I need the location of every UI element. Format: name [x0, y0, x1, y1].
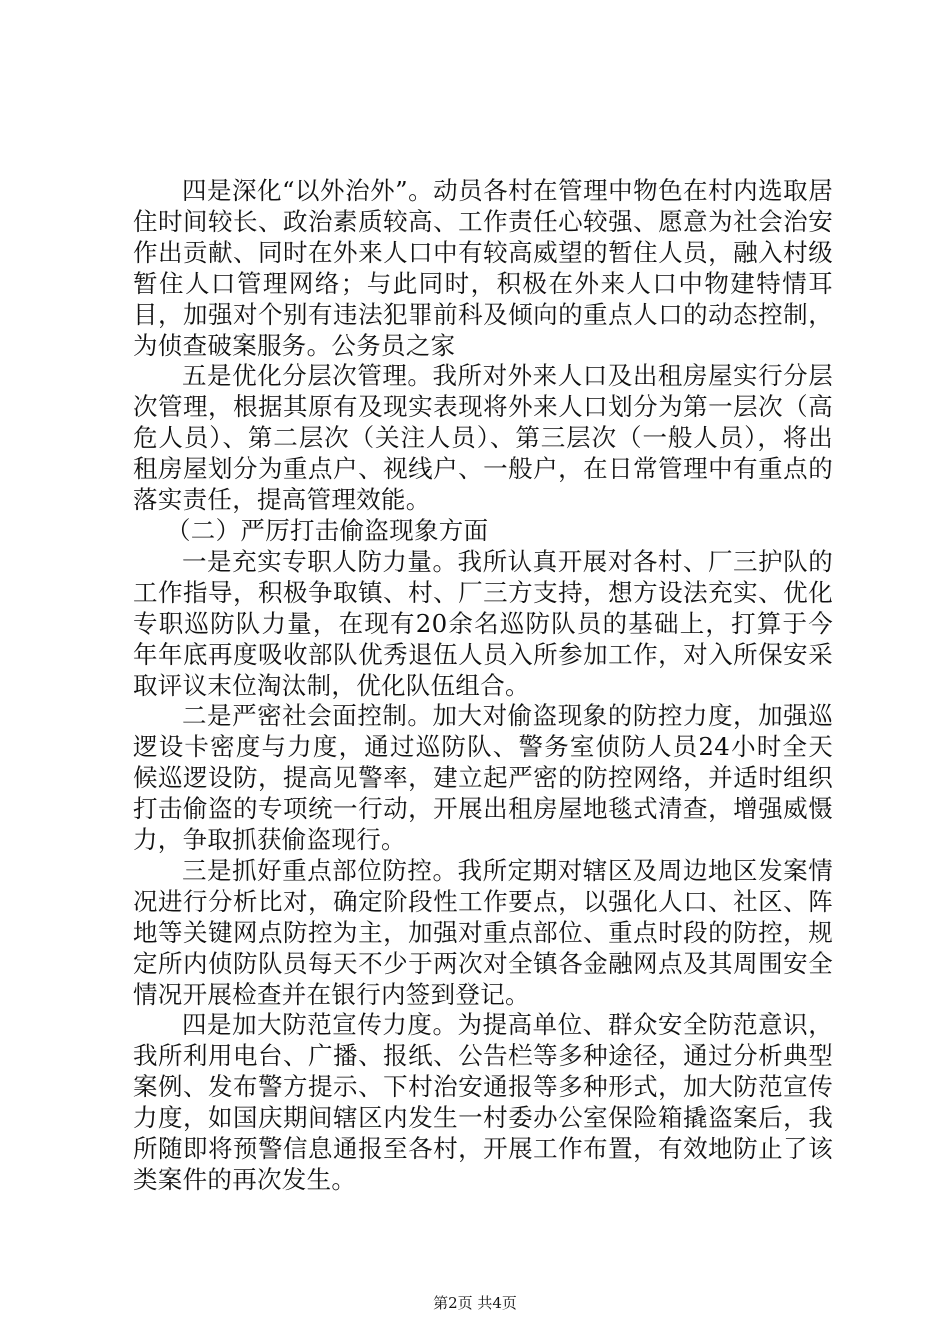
- paragraph-social-control: 二是严密社会面控制。加大对偷盗现象的防控力度，加强巡逻设卡密度与力度，通过巡防队、警务室侦防人员24小时全天候巡逻设防，提高见警率，建立起严密的防控网络，并适时组织打击偷盗的专项统一行动，开展出租房屋地毯式清查，增强威慑力，争取抓获偷盗现行。: [133, 701, 833, 855]
- section-heading-crack-down-theft: （二）严厉打击偷盗现象方面: [166, 515, 489, 545]
- paragraph-prevention-publicity: 四是加大防范宣传力度。为提高单位、群众安全防范意识，我所利用电台、广播、报纸、公告栏等多种途径，通过分析典型案例、发布警方提示、下村治安通报等多种形式，加大防范宣传力度，如国庆期间辖区内发生一村委办公室保险箱撬盗案后，我所随即将预警信息通报至各村，开展工作布置，有效地防止了该类案件的再次发生。: [133, 1010, 833, 1194]
- document-body: [133, 176, 833, 1196]
- paragraph-patrol-force: 一是充实专职人防力量。我所认真开展对各村、厂三护队的工作指导，积极争取镇、村、厂三方支持，想方设法充实、优化专职巡防队力量，在现有20余名巡防队员的基础上，打算于今年年底再度吸收部队优秀退伍人员入所参加工作，对入所保安采取评议末位淘汰制，优化队伍组合。: [133, 546, 833, 700]
- paragraph-layered-management: 五是优化分层次管理。我所对外来人口及出租房屋实行分层次管理，根据其原有及现实表现将外来人口划分为第一层次（高危人员）、第二层次（关注人员）、第三层次（一般人员），将出租房屋划分为重点户、视线户、一般户，在日常管理中有重点的落实责任，提高管理效能。: [133, 361, 833, 515]
- paragraph-deepen-outsider-management: 四是深化“以外治外”。动员各村在管理中物色在村内选取居住时间较长、政治素质较高、工作责任心较强、愿意为社会治安作出贡献、同时在外来人口中有较高威望的暂住人员，融入村级暂住人口管理网络；与此同时，积极在外来人口中物建特情耳目，加强对个别有违法犯罪前科及倾向的重点人口的动态控制，为侦查破案服务。公务员之家: [133, 176, 833, 360]
- page-footer: 第2页 共4页: [433, 1294, 517, 1312]
- paragraph-key-area-control: 三是抓好重点部位防控。我所定期对辖区及周边地区发案情况进行分析比对，确定阶段性工作要点，以强化人口、社区、阵地等关键网点防控为主，加强对重点部位、重点时段的防控，规定所内侦防队员每天不少于两次对全镇各金融网点及其周围安全情况开展检查并在银行内签到登记。: [133, 855, 833, 1009]
